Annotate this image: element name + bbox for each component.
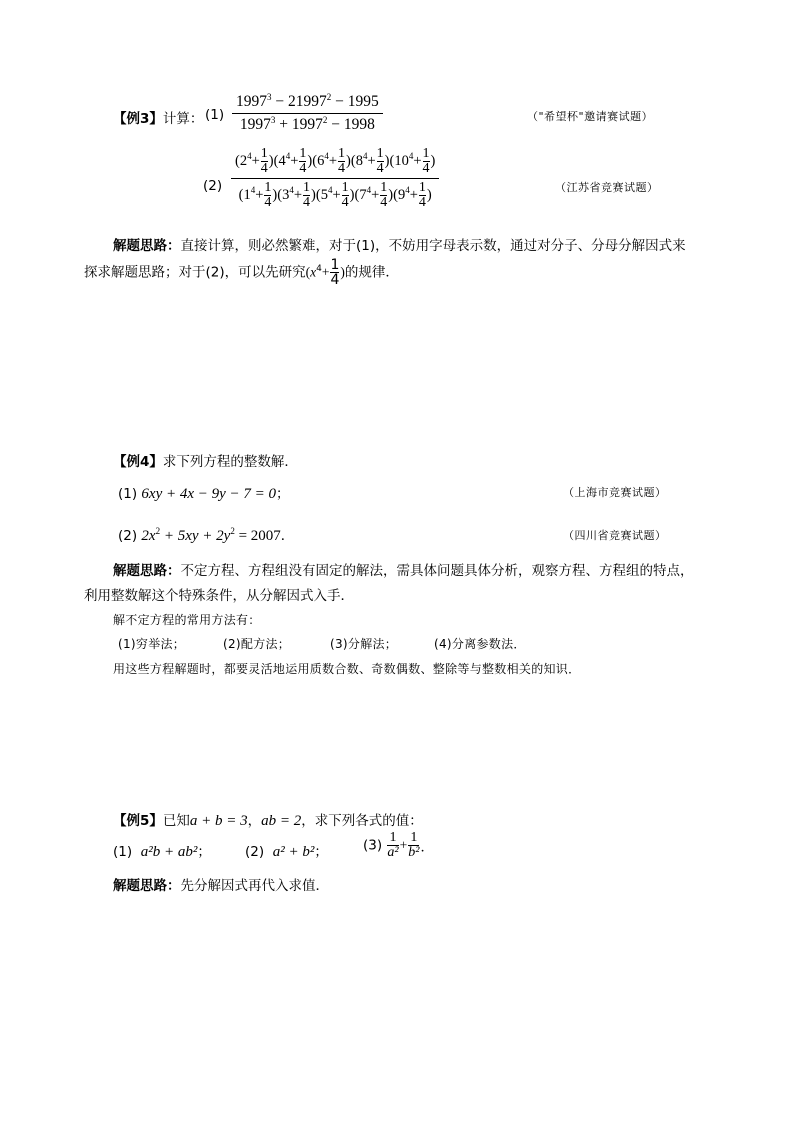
hint-label: 解题思路： (113, 563, 181, 579)
source-shanghai: （上海市竞赛试题） (563, 486, 667, 499)
hint-fraction: $\frac{1}{4}$ (330, 257, 340, 288)
question-2: (2) a² + b²； (245, 844, 328, 860)
numerator-factor: ($2^4+$ $\frac{1}{4}$ ) (235, 146, 274, 176)
source-sichuan: （四川省竞赛试题） (563, 529, 667, 542)
example-5-hint: 解题思路：先分解因式再代入求值． (113, 878, 329, 894)
example-3-heading (113, 107, 203, 127)
methods-title: 解不定方程的常用方法有： (113, 613, 261, 627)
example-3-intro: 计算： (162, 111, 204, 127)
numerator-factor: ($4^4+$ $\frac{1}{4}$ ) (273, 146, 313, 176)
denominator-factor: ($7^4+$ $\frac{1}{4}$ ) (354, 180, 394, 210)
question-3-fraction-b: $\frac{1}{\text{b²}}$ (408, 830, 420, 860)
fraction-1-numerator: $1997^3 - 21997^2 - 1995$ (236, 91, 379, 110)
method-2: (2)配方法； (223, 637, 291, 651)
fraction-2 (231, 147, 439, 210)
example-4-title: 求下列方程的整数解． (162, 454, 298, 470)
method-4: (4)分离参数法． (434, 637, 526, 651)
example-5-heading: 【例5】已知a + b = 3，ab = 2，求下列各式的值： (113, 813, 423, 829)
source-xiwangbei: （"希望杯"邀请赛试题） (527, 110, 654, 123)
fraction-1 (232, 93, 383, 134)
example-4-hint-line-2: 利用整数解这个特殊条件，从分解因式入手． (84, 588, 354, 604)
source-jiangsu: （江苏省竞赛试题） (555, 181, 659, 194)
example-3-label: 【例3】 (113, 111, 163, 127)
fraction-2-numerator (231, 147, 439, 178)
part-1-number: (1) (205, 107, 225, 123)
question-3: (3) $\frac{1}{\text{a²}}$ + $\frac{1}{\text{b²}}$ ． (363, 830, 434, 860)
denominator-factor: ($9^4+$ $\frac{1}{4}$ ) (393, 180, 432, 210)
numerator-factor: ($6^4+$ $\frac{1}{4}$ ) (312, 146, 351, 176)
methods-note: 用这些方程解题时，都要灵活地运用质数合数、奇数偶数、整除等与整数相关的知识． (113, 662, 581, 676)
example-3-hint-line-2: 探求解题思路；对于(2)，可以先研究($x^4+$ $\frac{1}{4}$ )的规律． (84, 257, 399, 288)
denominator-factor: ($1^4+$ $\frac{1}{4}$ ) (238, 180, 278, 210)
fraction-2-denominator (231, 178, 439, 210)
equation-1: (1) 6xy + 4x − 9y − 7 = 0； (118, 486, 290, 502)
question-1: (1) a²b + ab²； (113, 844, 211, 860)
example-3-hint-line-1: 解题思路：直接计算，则必然繁难，对于(1)，不妨用字母表示数，通过对分子、分母分解因式来 (113, 238, 686, 254)
method-1: (1)穷举法； (118, 637, 186, 651)
hint-label: 解题思路： (113, 238, 181, 254)
hint-label: 解题思路： (113, 878, 181, 894)
denominator-factor: ($3^4+$ $\frac{1}{4}$ ) (277, 180, 316, 210)
part-2-number: (2) (203, 178, 223, 194)
numerator-factor: ($10^4+$ $\frac{1}{4}$ ) (389, 146, 436, 176)
denominator-factor: ($5^4+$ $\frac{1}{4}$ ) (315, 180, 355, 210)
numerator-factor: ($8^4+$ $\frac{1}{4}$ ) (350, 146, 390, 176)
example-5-label: 【例5】 (113, 813, 163, 829)
question-3-fraction-a: $\frac{1}{\text{a²}}$ (387, 830, 399, 860)
example-4-hint-line-1: 解题思路：不定方程、方程组没有固定的解法，需具体问题具体分析，观察方程、方程组的特点， (113, 563, 694, 579)
method-3: (3)分解法； (330, 637, 398, 651)
equation-2: (2) $2x^2 + 5xy + 2y^2 = 2007$． (118, 526, 295, 544)
example-4-label: 【例4】 (113, 454, 163, 470)
fraction-1-denominator: $1997^3 + 1997^2 - 1998$ (232, 113, 383, 134)
example-4-heading (113, 450, 298, 470)
